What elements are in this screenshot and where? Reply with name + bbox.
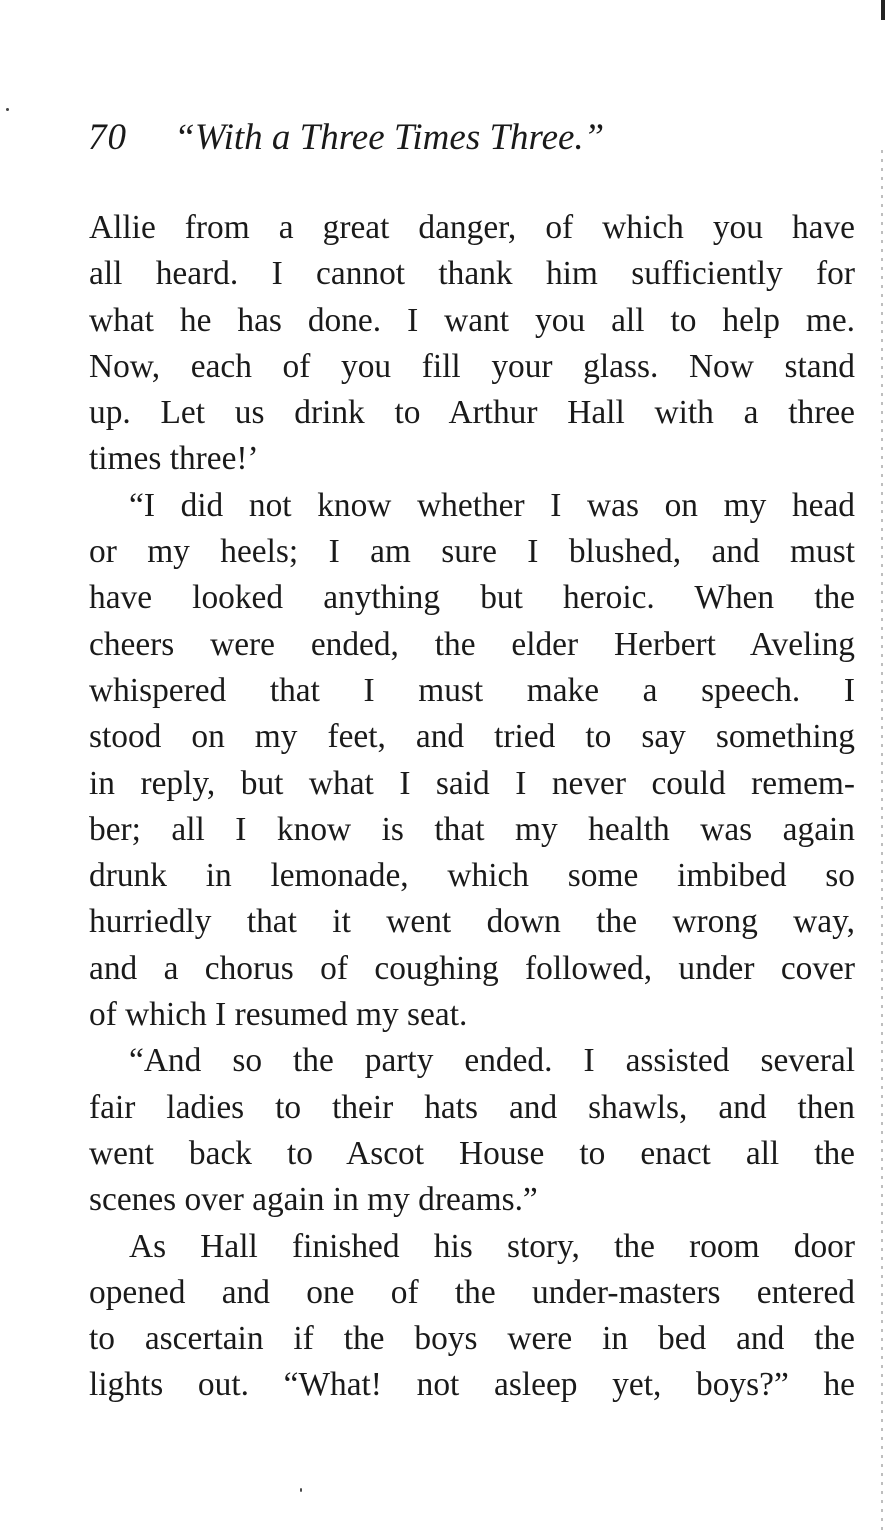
text-line: times three!’ <box>89 440 259 478</box>
text-line: what he has done. I want you all to help me. <box>89 301 855 339</box>
text-line: up. Let us drink to Arthur Hall with a three <box>89 394 855 432</box>
text-line: “I did not know whether I was on my head <box>129 486 855 524</box>
text-line: hurriedly that it went down the wrong way, <box>89 903 855 941</box>
text-line: all heard. I cannot thank him sufficiently for <box>89 255 855 293</box>
paragraph <box>89 1038 855 1223</box>
text-line: went back to Ascot House to enact all the <box>89 1134 855 1172</box>
body-text <box>89 205 855 1409</box>
text-line: and a chorus of coughing followed, under cover <box>89 949 855 987</box>
text-line: scenes over again in my dreams.” <box>89 1181 538 1219</box>
text-line: ber; all I know is that my health was again <box>89 810 855 848</box>
paragraph <box>89 1224 855 1409</box>
text-line: cheers were ended, the elder Herbert Aveling <box>89 625 855 663</box>
text-line: have looked anything but heroic. When the <box>89 579 855 617</box>
running-header <box>88 112 848 164</box>
ink-speck <box>300 1488 302 1492</box>
text-line: whispered that I must make a speech. I <box>89 671 855 709</box>
running-title: “With a Three Times Three.” <box>174 117 605 158</box>
text-line: or my heels; I am sure I blushed, and must <box>89 533 855 571</box>
text-line: of which I resumed my seat. <box>89 996 468 1034</box>
text-line: in reply, but what I said I never could remem- <box>89 764 855 802</box>
page-corner-mark <box>881 0 885 20</box>
binding-edge <box>881 150 883 1530</box>
text-line: fair ladies to their hats and shawls, and then <box>89 1088 855 1126</box>
text-line: drunk in lemonade, which some imbibed so <box>89 857 855 895</box>
page-number: 70 <box>88 117 127 158</box>
ink-speck <box>6 108 9 111</box>
text-line: As Hall finished his story, the room door <box>129 1227 855 1265</box>
text-line: lights out. “What! not asleep yet, boys?” he <box>89 1366 855 1404</box>
text-line: “And so the party ended. I assisted several <box>129 1042 855 1080</box>
paragraph <box>89 483 855 1039</box>
text-line: Now, each of you fill your glass. Now stand <box>89 347 855 385</box>
text-line: Allie from a great danger, of which you have <box>89 209 855 246</box>
text-line: to ascertain if the boys were in bed and the <box>89 1320 855 1358</box>
text-line: stood on my feet, and tried to say something <box>89 718 855 756</box>
paragraph <box>89 205 855 483</box>
text-line: opened and one of the under-masters entered <box>89 1273 855 1311</box>
